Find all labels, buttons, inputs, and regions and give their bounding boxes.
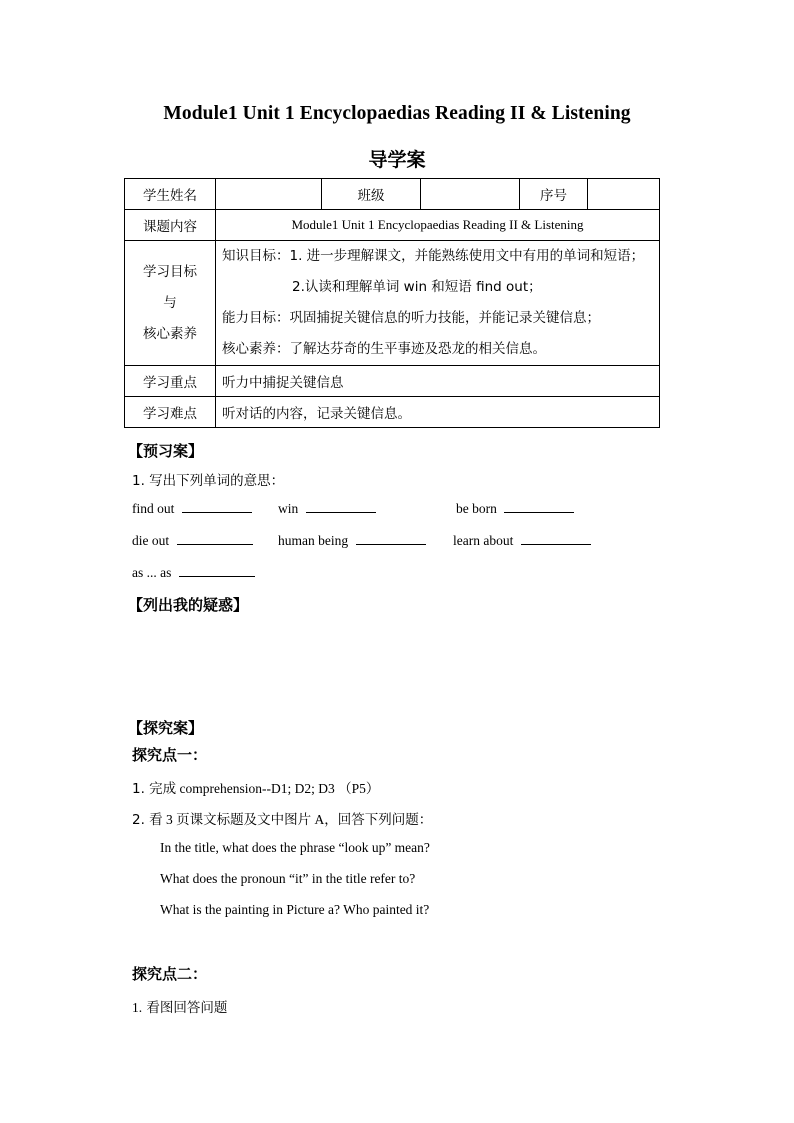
word-label: as ... as bbox=[132, 565, 172, 580]
class-label: 班级 bbox=[322, 179, 421, 210]
point1-item-2 bbox=[132, 808, 432, 828]
page-subtitle: 导学案 bbox=[368, 149, 426, 171]
question-1: In the title, what does the phrase “look up” mean? bbox=[160, 840, 430, 855]
table-row bbox=[125, 397, 660, 428]
number-label: 序号 bbox=[520, 179, 588, 210]
goals-label-line: 学习目标 bbox=[143, 263, 197, 280]
focus-label: 学习重点 bbox=[125, 366, 216, 397]
goal-line: 能力目标：巩固捕捉关键信息的听力技能，并能记录关键信息； bbox=[222, 310, 600, 326]
student-name-label: 学生姓名 bbox=[125, 179, 216, 210]
student-name-field[interactable] bbox=[216, 179, 322, 210]
word-label: learn about bbox=[453, 533, 514, 548]
preview-item-1 bbox=[132, 469, 284, 489]
word-entry bbox=[132, 532, 253, 549]
item-text: 页课文标题及文中图片 bbox=[176, 812, 312, 828]
table-row bbox=[125, 179, 660, 210]
item-number: 1. bbox=[132, 1000, 143, 1015]
topic-label: 课题内容 bbox=[125, 210, 216, 241]
goals-label bbox=[125, 241, 216, 366]
item-text: ，回答下列问题： bbox=[324, 812, 433, 828]
difficulty-value: 听对话的内容，记录关键信息。 bbox=[216, 397, 660, 428]
answer-blank[interactable] bbox=[306, 500, 376, 513]
info-table bbox=[124, 178, 660, 428]
point2-item-1 bbox=[132, 996, 227, 1016]
word-label: win bbox=[278, 501, 299, 516]
focus-value: 听力中捕捉关键信息 bbox=[216, 366, 660, 397]
difficulty-label: 学习难点 bbox=[125, 397, 216, 428]
table-row bbox=[125, 241, 660, 366]
answer-blank[interactable] bbox=[356, 532, 426, 545]
goal-line: 知识目标：1. 进一步理解课文，并能熟练使用文中有用的单词和短语； bbox=[222, 248, 645, 264]
word-entry bbox=[132, 564, 255, 581]
goals-label-line: 与 bbox=[163, 294, 177, 311]
table-row bbox=[125, 210, 660, 241]
answer-blank[interactable] bbox=[179, 564, 255, 577]
word-label: find out bbox=[132, 501, 175, 516]
question-3: What is the painting in Picture a? Who painted it? bbox=[160, 902, 430, 917]
explore-heading: 【探究案】 bbox=[128, 719, 204, 737]
answer-blank[interactable] bbox=[521, 532, 591, 545]
point1-title: 探究点一： bbox=[132, 746, 208, 764]
class-field[interactable] bbox=[421, 179, 520, 210]
item-text: 3 bbox=[162, 812, 177, 827]
word-label: die out bbox=[132, 533, 170, 548]
question-2: What does the pronoun “it” in the title refer to? bbox=[160, 871, 416, 886]
word-entry bbox=[456, 500, 574, 517]
page-title: Module1 Unit 1 Encyclopaedias Reading II & Listening bbox=[163, 103, 631, 124]
goal-line: 核心素养：了解达芬奇的生平事迹及恐龙的相关信息。 bbox=[222, 341, 546, 357]
goals-label-line: 核心素养 bbox=[143, 325, 197, 342]
answer-blank[interactable] bbox=[182, 500, 252, 513]
item-number: 1. 完成 bbox=[132, 781, 177, 797]
point2-title: 探究点二： bbox=[132, 965, 208, 983]
number-field[interactable] bbox=[588, 179, 660, 210]
item-text: A bbox=[311, 812, 325, 827]
word-entry bbox=[453, 532, 591, 549]
point1-item-1 bbox=[132, 777, 379, 797]
word-entry bbox=[278, 532, 426, 549]
answer-blank[interactable] bbox=[177, 532, 253, 545]
word-entry bbox=[132, 500, 252, 517]
preview-item-1-text: 1. 写出下列单词的意思： bbox=[132, 473, 285, 489]
topic-value: Module1 Unit 1 Encyclopaedias Reading II & Listening bbox=[216, 210, 660, 241]
goal-line: 2.认读和理解单词 win 和短语 find out； bbox=[292, 279, 542, 295]
word-label: be born bbox=[456, 501, 497, 516]
item-number: 2. 看 bbox=[132, 812, 163, 828]
table-row bbox=[125, 366, 660, 397]
answer-blank[interactable] bbox=[504, 500, 574, 513]
word-label: human being bbox=[278, 533, 349, 548]
word-entry bbox=[278, 500, 376, 517]
item-text: comprehension--D1; D2; D3 （P5） bbox=[176, 781, 380, 796]
preview-heading: 【预习案】 bbox=[128, 442, 204, 460]
item-text: 看图回答问题 bbox=[142, 1000, 228, 1016]
goals-content bbox=[216, 241, 660, 366]
doubts-heading: 【列出我的疑惑】 bbox=[128, 596, 249, 614]
